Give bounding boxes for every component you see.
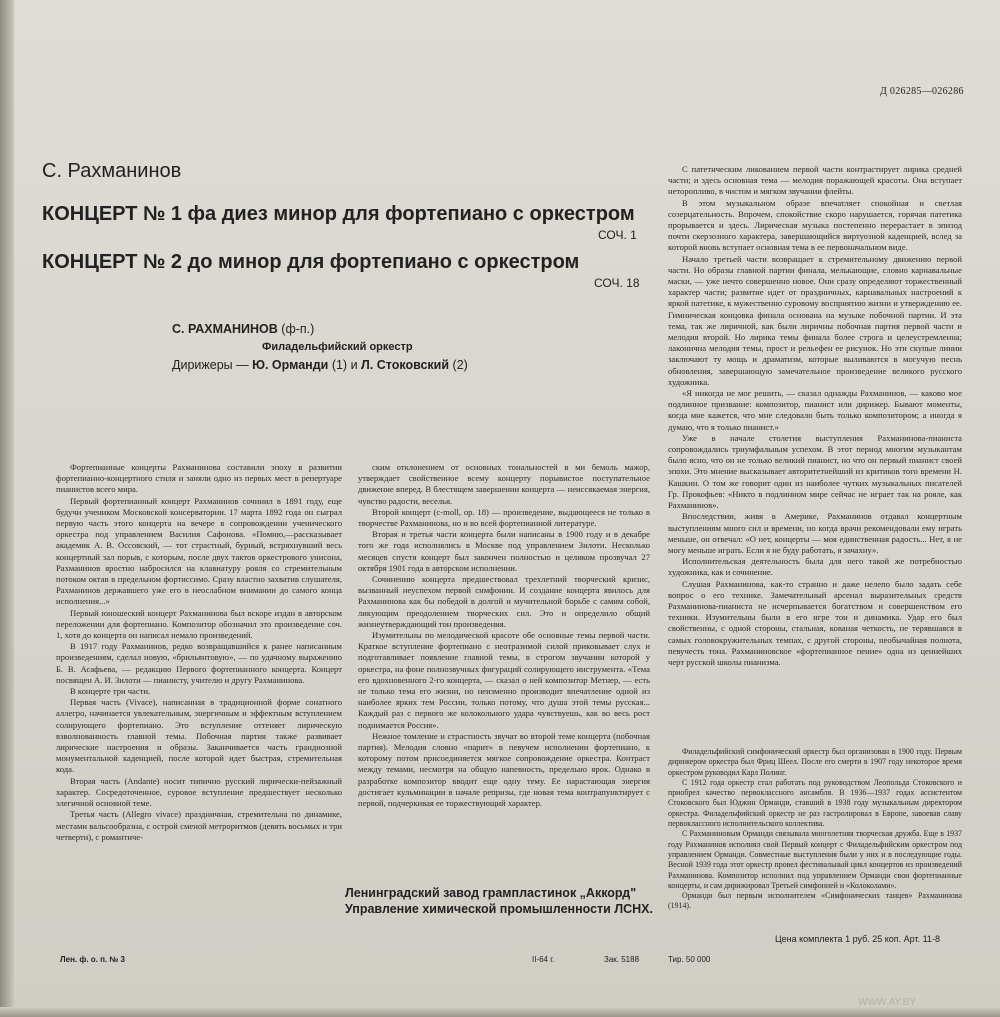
opus-2: СОЧ. 18: [594, 276, 640, 290]
paragraph: В концерте три части.: [70, 686, 151, 697]
paragraph: В 1917 году Рахманинов, редко возвращавшийся к ранее написанным произведениям, сделал новую, «брильянтовую», — по удачному выражению Б. В. Асафьева, — редакцию Первого фортепианного концерта. Концерт посвящен А. И. Зилоти — пианисту, учителю и другу Рахманинова.: [56, 641, 342, 685]
liner-notes-column-1: [56, 462, 342, 843]
concerto-2-title: КОНЦЕРТ № 2 до минор для фортепиано с оркестром: [42, 251, 580, 273]
paragraph: Вторая часть (Andante) носит типично русский лирически-пейзажный характер. Сосредоточенное, суровое вступление предшествует несколько элегичной основной теме.: [56, 775, 342, 809]
paragraph: Первый фортепианный концерт Рахманинов сочинил в 1891 году, еще будучи учеником Московской консерватории. 17 марта 1892 года он сыграл первую часть этого концерта на вечере в сопровождении ученического оркестра под управлением Василия Сафонова. «Помню,—рассказывает академик А. В. Оссовский, — тот страстный, бурный, встряхнувший весь концертный зал порыв, с которым, после двух тактов оркестрового унисона, Рахманинов яростно набросился на клавиатуру рояля со стремительным потоком октав в предельном фортиссимо. Сразу властно захватив слушателя, Рахманинов державшего уже его в неослабном внимании до самого конца исполнения...»: [56, 495, 342, 607]
opus-1: СОЧ. 1: [598, 228, 637, 242]
left-shadow-edge: [0, 0, 14, 1017]
liner-notes-column-2: [358, 462, 650, 809]
footer-printer: Лен. ф. о. п. № 3: [60, 955, 125, 964]
manufacturer-line-1: Ленинградский завод грампластинок „Аккорд": [345, 886, 637, 900]
paragraph: Филадельфийский симфонический оркестр был организован в 1900 году. Первым дирижером оркестра был Фриц Шеел. После его смерти в 1907 году некоторое время оркестром руководил Карл Полинг.: [668, 747, 962, 777]
paragraph: Начало третьей части возвращает к стремительному движению первой части. Но образы главной партии финала, мелькающие, словно карнавальные маски, — уже нечто совершенно новое. Они сразу определяют торжественный характер части; развитие идет от праздничных, карнавальных настроений к яркой патетике, к мужественно суровому восприятию жизни и утверждению ее. Гимническая концовка финала основана на музыке побочной партии. И эта тема, так же лиричной, как были лиричны побочная партия первой части и мелодия второй. Но лирика темы финала более строга и целеустремленна; лаконична мелодия темы, прост и рельефен ее рисунок. Но эти скупые линии заключают ту мощь и драматизм, которые выливаются в могучую песнь обновления, завершающую замечательное произведение великого русского художника.: [668, 253, 962, 387]
watermark: WWW.AY.BY: [858, 997, 916, 1008]
paragraph: Третья часть (Allegro vivace) праздничная, стремительна по динамике, местами вальсообразна, с острой сменой метроритмов (девять восьмых и три четверти), с романтиче-: [56, 809, 342, 842]
paragraph: В этом музыкальном образе впечатляет спокойная и светлая созерцательность. Впрочем, спокойствие скоро нарушается, горячая патетика прорывается и здесь. Лирическая музыка постепенно перерастает в эпизод почти скерзозного характера, завершающийся виртуозной каденцией, вслед за которой вновь вступает основная тема в ее первоначальном виде.: [668, 197, 962, 253]
paragraph: Фортепианные концерты Рахманинова составили эпоху в развитии фортепианно-концертного стиля и заняли одно из первых мест в репертуаре пианистов всего мира.: [56, 462, 342, 495]
paragraph: Нежное томление и страстность звучат во второй теме концерта (побочная партия). Мелодия словно «парит» в певучем исполнении фортепиано, к которому потом присоединяется мягкое сопровождение оркестра. Контраст между темами, несмотря на общую напевность, предельно ярок. Однако в разработке композитор вводит еще одну тему. Ее нарастающая энергия достигает кульминации в начале репризы, где новая тема контрапунктирует с первой, подчеркивая ее торжествующий характер.: [358, 730, 650, 809]
manufacturer-line-2: Управление химической промышленности ЛСНХ.: [345, 902, 653, 916]
conductors-label: Дирижеры —: [172, 358, 249, 372]
bottom-shadow-edge: [0, 1007, 1000, 1017]
price-label: Цена комплекта 1 руб. 25 коп. Арт. 11-8: [775, 934, 940, 944]
paragraph: С 1912 года оркестр стал работать под руководством Леопольда Стоковского и приобрел качество первоклассного ансамбля. В 1936—1937 годах ассистентом Стоковского был Юджин Орманди, ставший в 1938 году музыкальным директором оркестра. Филадельфийский оркестр не раз гастролировал в Европе, завоевав славу первоклассного исполнительского коллектива.: [668, 777, 962, 829]
orchestra-notes-column: [668, 747, 962, 912]
catalog-number: Д 026285—026286: [880, 86, 964, 97]
paragraph: «Я никогда не мог решить, — сказал однажды Рахманинов, — каково мое подлинное призвание: композитор, пианист или дирижер. Бывают моменты, когда мне кажется, что мне следовало быть только композитором; а иногда я думаю, что я только пианист.»: [668, 388, 962, 432]
paragraph: Исполнительская деятельность была для него такой же потребностью художника, как и сочинение.: [668, 556, 962, 578]
paragraph: Сочинению концерта предшествовал трехлетний творческий кризис, вызванный неуспехом первой симфонии. И создание концерта явилось для Рахманинова как бы победой в долгой и мучительной борьбе с самим собой, ликующим преодолением творческих сил. Это и определило общий жизнеутверждающий тон произведения.: [358, 574, 650, 629]
performer-pianist: [172, 322, 314, 336]
footer-date: II-64 г.: [532, 955, 555, 964]
paragraph: Слушая Рахманинова, как-то странно и даже нелепо было задать себе вопрос о его технике. Замечательный арсенал выразительных средств Рахманинова-пианиста не исчерпывается богатством и совершенством его техники. Изумительны были в его игре тон и динамика. Удар его был свойственны, с одной стороны, стальная, кованая четкость, не терявшаяся в самых головокружительных темпах, с другой стороны, необычайная полнота, певучесть тона. Рахманиновское «фортепианное пение» одна из ценнейших черт русской школы пианизма.: [668, 578, 962, 667]
footer-order: Зак. 5188: [604, 955, 640, 964]
paragraph: Первый юношеский концерт Рахманинова был вскоре издан в авторском переложении для фортепиано. Композитор обозначил это произведение соч. 1, хотя до концерта он написал немало произведений.: [56, 607, 342, 641]
concerto-1-title: КОНЦЕРТ № 1 фа диез минор для фортепиано с оркестром: [42, 203, 635, 225]
paragraph: Впоследствии, живя в Америке, Рахманинов отдавал концертным выступлениям много сил и времени, но когда врачи рекомендовали ему играть меньше, он отвечал: «О нет, концерты — моя единственная радость... Нет, я не могу меньше играть. Если я не буду работать, я зачахну».: [668, 511, 962, 555]
paragraph: Орманди был первым исполнителем «Симфонических танцев» Рахманинова (1914).: [668, 891, 962, 911]
performer-conductors: [172, 358, 468, 372]
performer-orchestra: Филадельфийский оркестр: [262, 341, 413, 353]
composer-heading: С. Рахманинов: [42, 160, 182, 182]
paragraph: С патетическим ликованием первой части контрастирует лирика средней части; и здесь основная тема — мелодия поражающей красоты. Она вступает неторопливо, в чистом и мягком звучании флейты.: [668, 164, 962, 197]
conductor-1: Ю. Орманди: [252, 358, 329, 372]
conductor-1-tag: (1) и: [331, 358, 358, 372]
paragraph: С Рахманиновым Орманди связывала многолетняя творческая дружба. Еще в 1937 году Рахманинов исполнял свой Первый концерт с Филадельфийским оркестром под управлением Орманди. Совместные выступления были у них и в последующие годы. Весной 1939 года этот оркестр провел фестивальный цикл концертов из произведений Рахманинова. Композитор исполнил под управлением Орманди свои фортепианные концерты, и сам дирижировал Третьей симфонией и «Колоколами».: [668, 829, 962, 890]
paragraph: Второй концерт (c-moll, op. 18) — произведение, выдающееся не только в творчестве Рахманинова, но и во всей фортепианной литературе.: [358, 506, 650, 529]
conductor-2: Л. Стоковский: [361, 358, 450, 372]
paragraph: Вторая и третья части концерта были написаны в 1900 году и в декабре того же года исполнялись в Москве под управлением Зилоти. Несколько месяцев спустя концерт был закончен полностью и целиком прозвучал 27 октября 1901 года в авторском исполнении.: [358, 529, 650, 573]
paragraph: Первая часть (Vivace), написанная в традиционной форме сонатного аллегро, начинается увлекательным, энергичным и эффектным вступлением солирующего фортепиано. Это вступление оттеняет лирическую взволнованность главной темы. Побочная партия также развивает лирические настроения и образы. Заканчивается часть грандиозной монументальной каденцией, после которой идет быстрая, стремительная кода.: [56, 697, 342, 775]
pianist-role: (ф-п.): [281, 322, 315, 336]
paragraph: Уже в начале столетия выступления Рахманинова-пианиста сопровождались триумфальным успехом. В этот период многим музыкантам было ясно, что он не только великий пианист, но что он первый пианист своей эпохи. Это мнение высказывает авторитетнейший из критиков того времени Н. Кашкин. О том же говорит один из наиболее чутких музыкальных писателей Гр. Прокофьев: «Никто в подлинном мире сейчас не играет так на рояле, как Рахманинов».: [668, 432, 962, 511]
paragraph: ским отклонением от основных тональностей в ми бемоль мажор, утверждает свойственное всему концерту порывистое поступательное движение вперед. В блестящем завершении концерта — неиссякаемая энергия, чувство радости, веселья.: [358, 462, 650, 506]
paragraph: Изумительны по мелодической красоте обе основные темы первой части. Краткое вступление фортепиано с неотразимой силой приковывает слух и подготавливает появление главной темы, в строгом звучании которой у оркестра, на фоне полнозвучных фигураций солирующего инструмента. «Тема его вдохновенного 2-го концерта, — сказал о ней композитор Метнер, — есть не только тема его жизни, но неизменно производит впечатление одной из наиболее ярких тем России, только потому, что душа этой темы русская... Каждый раз с первого же колокольного удара чувствуешь, как во весь рост поднимается Россия».: [358, 630, 650, 730]
manufacturer-block: [345, 885, 653, 917]
liner-notes-column-3: [668, 164, 962, 668]
conductor-2-tag: (2): [452, 358, 468, 372]
pianist-name: С. РАХМАНИНОВ: [172, 322, 278, 336]
footer-print-run: Тир. 50 000: [668, 955, 711, 964]
